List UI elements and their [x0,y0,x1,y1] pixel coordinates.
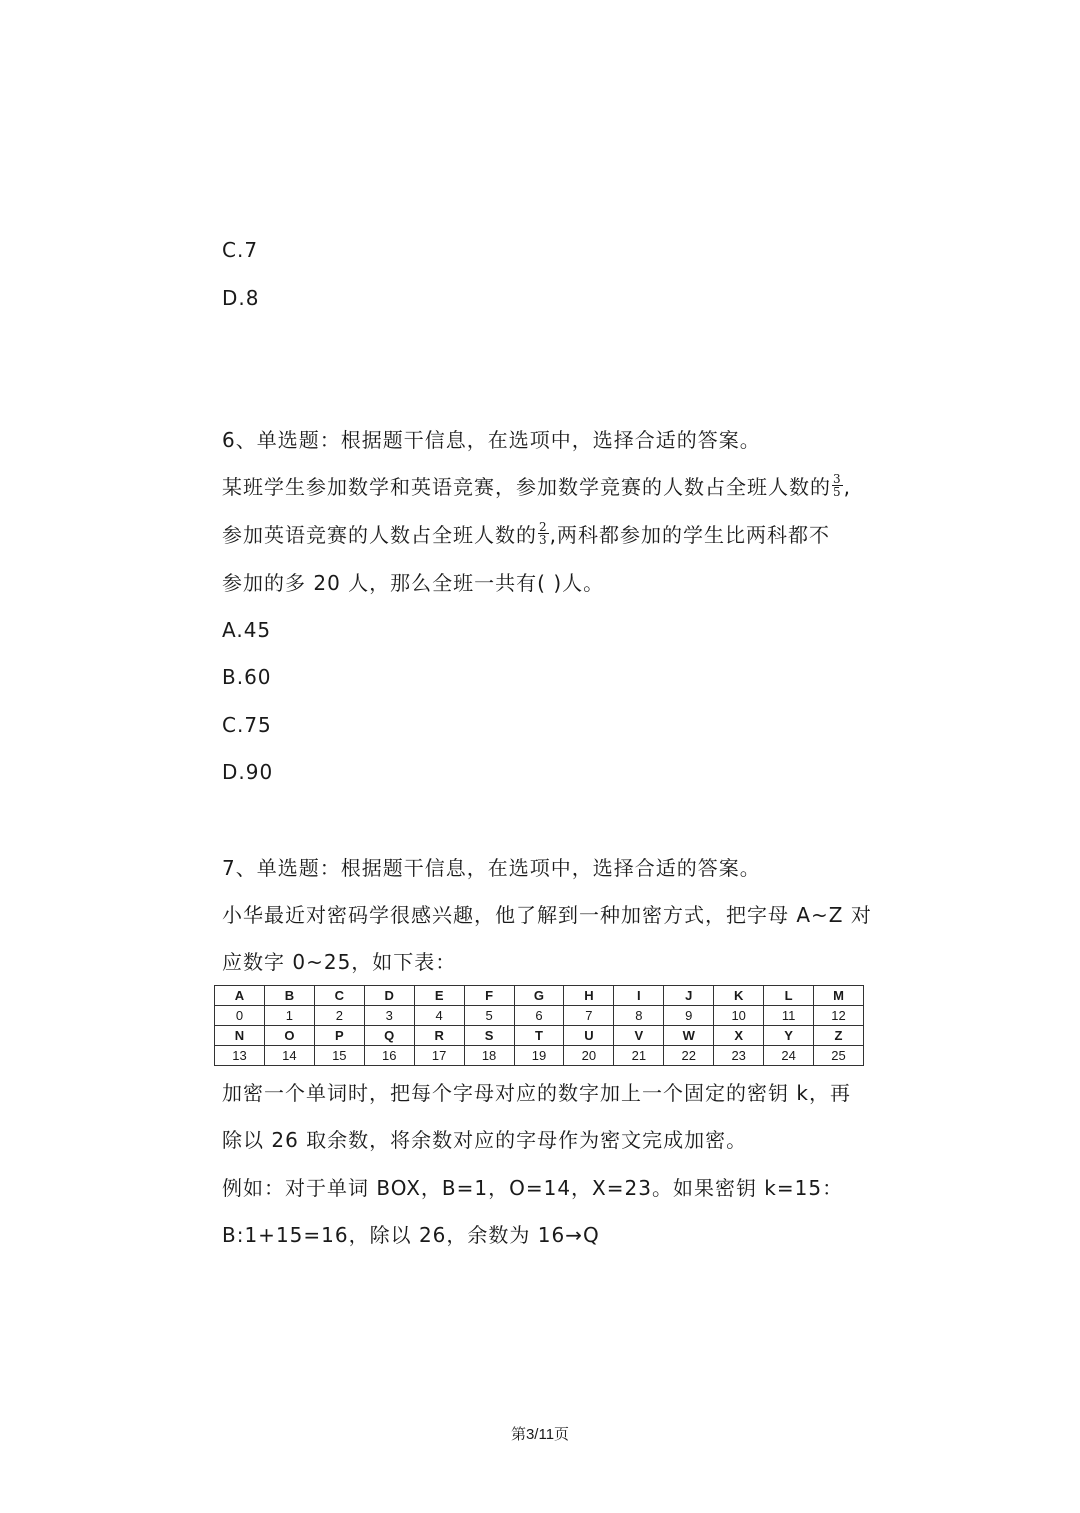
table-cell: N [215,1026,265,1046]
table-row [215,986,864,1006]
fraction-denominator: 3 [539,533,548,547]
q7-stem-line-3: 加密一个单词时，把每个字母对应的数字加上一个固定的密钥 k，再 [222,1081,851,1105]
table-cell: 18 [464,1046,514,1066]
letter-number-table [214,985,864,1066]
table-cell: 24 [764,1046,814,1066]
table-cell: Y [764,1026,814,1046]
q7-stem-line-1: 小华最近对密码学很感兴趣，他了解到一种加密方式，把字母 A~Z 对 [222,903,872,927]
table-cell: F [464,986,514,1006]
q6-stem-text: 某班学生参加数学和英语竞赛，参加数学竞赛的人数占全班人数的 [222,475,831,499]
table-cell: H [564,986,614,1006]
fraction-numerator: 2 [539,520,548,534]
table-cell: 17 [414,1046,464,1066]
table-cell: O [264,1026,314,1046]
q6-stem-text: ,两科都参加的学生比两科都不 [549,523,830,547]
table-cell: E [414,986,464,1006]
table-cell: C [314,986,364,1006]
table-cell: 19 [514,1046,564,1066]
table-cell: A [215,986,265,1006]
table-cell: I [614,986,664,1006]
table-cell: 21 [614,1046,664,1066]
q7-header: 7、单选题：根据题干信息，在选项中，选择合适的答案。 [222,856,761,880]
table-cell: 10 [714,1006,764,1026]
table-cell: G [514,986,564,1006]
table-cell: 7 [564,1006,614,1026]
table-cell: 4 [414,1006,464,1026]
table-cell: M [814,986,864,1006]
table-cell: 22 [664,1046,714,1066]
q6-stem-line-1 [222,473,851,501]
q6-stem-line-2 [222,521,830,549]
table-cell: V [614,1026,664,1046]
table-cell: J [664,986,714,1006]
q6-option-d: D.90 [222,760,274,784]
table-cell: 11 [764,1006,814,1026]
table-cell: Q [364,1026,414,1046]
q6-stem-text: 参加英语竞赛的人数占全班人数的 [222,523,537,547]
table-row [215,1046,864,1066]
table-cell: X [714,1026,764,1046]
q7-stem-line-2: 应数字 0~25，如下表： [222,950,457,974]
page-number: 第3/11页 [510,1426,570,1443]
table-row [215,1006,864,1026]
table-cell: Z [814,1026,864,1046]
fraction-two-thirds [538,521,549,546]
table-cell: 14 [264,1046,314,1066]
table-cell: 1 [264,1006,314,1026]
q6-stem-line-3: 参加的多 20 人，那么全班一共有( )人。 [222,571,605,595]
q6-header: 6、单选题：根据题干信息，在选项中，选择合适的答案。 [222,428,761,452]
fraction-numerator: 3 [833,472,842,486]
table-cell: 15 [314,1046,364,1066]
table-cell: W [664,1026,714,1046]
table-cell: 8 [614,1006,664,1026]
table-cell: P [314,1026,364,1046]
table-cell: 2 [314,1006,364,1026]
table-cell: 16 [364,1046,414,1066]
fraction-three-fifths [832,473,843,498]
fraction-denominator: 5 [833,485,842,499]
option-c: C.7 [222,238,259,262]
table-cell: 25 [814,1046,864,1066]
q7-stem-line-4: 除以 26 取余数，将余数对应的字母作为密文完成加密。 [222,1128,748,1152]
table-row [215,1026,864,1046]
table-cell: 12 [814,1006,864,1026]
q6-option-a: A.45 [222,618,272,642]
q6-option-b: B.60 [222,665,272,689]
table-cell: S [464,1026,514,1046]
q7-example-line: 例如：对于单词 BOX，B=1，O=14，X=23。如果密钥 k=15： [222,1176,844,1200]
table-cell: U [564,1026,614,1046]
option-d: D.8 [222,286,260,310]
q7-example-step: B:1+15=16，除以 26，余数为 16→Q [222,1223,600,1247]
table-cell: D [364,986,414,1006]
table-cell: 3 [364,1006,414,1026]
table-cell: 23 [714,1046,764,1066]
table-cell: B [264,986,314,1006]
table-cell: 5 [464,1006,514,1026]
table-cell: T [514,1026,564,1046]
table-cell: 0 [215,1006,265,1026]
table-cell: R [414,1026,464,1046]
q6-stem-text: , [843,475,851,499]
table-cell: K [714,986,764,1006]
table-cell: 20 [564,1046,614,1066]
table-cell: 13 [215,1046,265,1066]
table-cell: 9 [664,1006,714,1026]
table-cell: 6 [514,1006,564,1026]
table-cell: L [764,986,814,1006]
q6-option-c: C.75 [222,713,272,737]
